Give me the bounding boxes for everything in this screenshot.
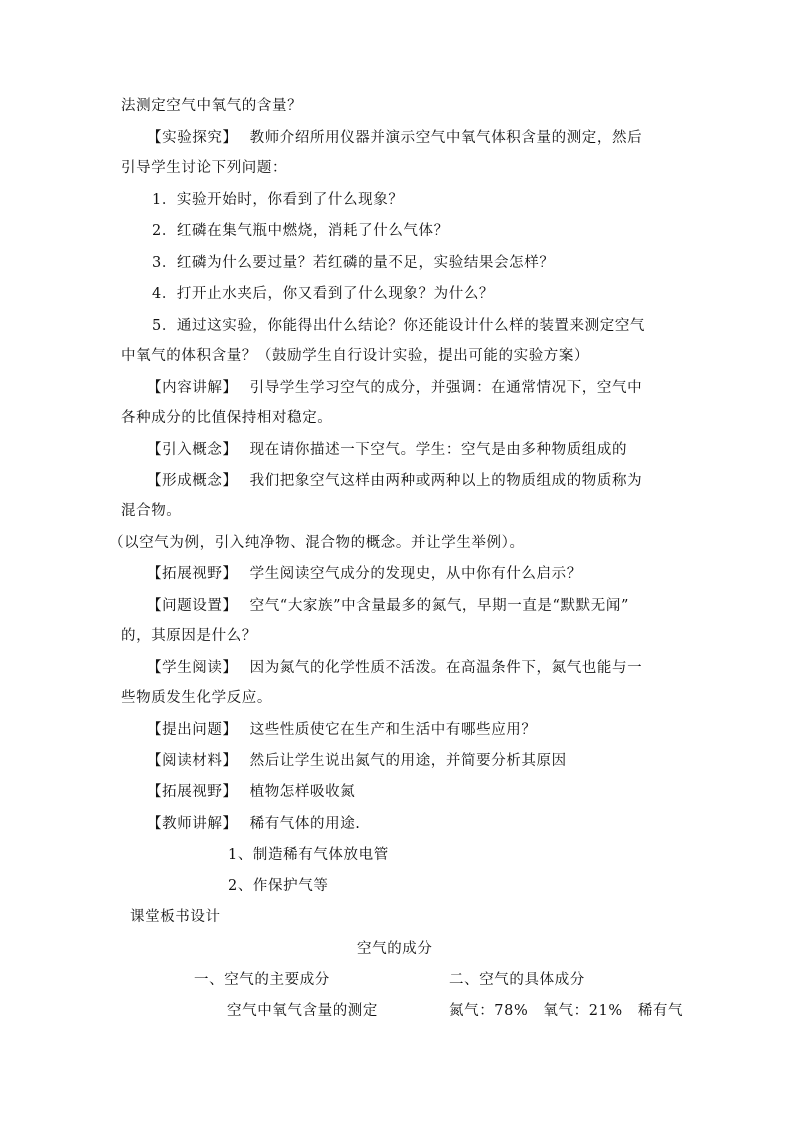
section-text: 植物怎样吸收氮 bbox=[249, 784, 356, 800]
section-text: 然后让学生说出氮气的用途，并简要分析其原因 bbox=[249, 753, 567, 769]
text-line: 的，其原因是什么？ bbox=[121, 628, 257, 644]
text-line bbox=[147, 378, 642, 398]
text-line: 各种成分的比值保持相对稳定。 bbox=[121, 410, 333, 426]
section-tag: 【形成概念】 bbox=[147, 473, 238, 489]
text-line bbox=[147, 782, 355, 802]
section-tag: 【内容讲解】 bbox=[147, 380, 238, 396]
section-heading: 课堂板书设计 bbox=[130, 909, 221, 925]
text-line bbox=[147, 814, 361, 834]
section-text: 教师介绍所用仪器并演示空气中氧气体积含量的测定，然后 bbox=[249, 130, 643, 146]
text-line: 引导学生讨论下列问题： bbox=[121, 160, 288, 176]
text-line bbox=[147, 564, 582, 584]
list-item: 2．红磷在集气瓶中燃烧，消耗了什么气体？ bbox=[152, 223, 449, 239]
text-line: 法测定空气中氧气的含量？ bbox=[121, 98, 303, 114]
text-line: （以空气为例，引入纯净物、混合物的概念。并让学生举例）。 bbox=[109, 535, 525, 551]
text-line: 些物质发生化学反应。 bbox=[121, 690, 272, 706]
board-item: 二、空气的具体成分 bbox=[449, 972, 585, 988]
board-item: 一、空气的主要成分 bbox=[194, 972, 330, 988]
text-line: 混合物。 bbox=[121, 503, 182, 519]
section-tag: 【拓展视野】 bbox=[147, 566, 238, 582]
section-tag: 【引入概念】 bbox=[147, 442, 238, 458]
list-item: 5．通过这实验，你能得出什么结论？你还能设计什么样的装置来测定空气 bbox=[152, 318, 646, 334]
section-text: 这些性质使它在生产和生活中有哪些应用？ bbox=[249, 722, 537, 738]
section-tag: 【提出问题】 bbox=[147, 722, 238, 738]
list-item: 3．红磷为什么要过量？若红磷的量不足，实验结果会怎样？ bbox=[152, 255, 555, 271]
section-tag: 【学生阅读】 bbox=[147, 660, 238, 676]
text-line bbox=[147, 128, 642, 148]
section-tag: 【实验探究】 bbox=[147, 130, 238, 146]
section-text: 因为氮气的化学性质不活泼。在高温条件下，氮气也能与一 bbox=[249, 660, 643, 676]
section-text: 稀有气体的用途. bbox=[249, 816, 361, 832]
section-tag: 【拓展视野】 bbox=[147, 784, 238, 800]
list-item: 1、制造稀有气体放电管 bbox=[228, 847, 389, 863]
section-tag: 【问题设置】 bbox=[147, 598, 238, 614]
text-line bbox=[147, 440, 627, 460]
list-item: 2、作保护气等 bbox=[228, 878, 329, 894]
list-item: 4．打开止水夹后，你又看到了什么现象？为什么？ bbox=[152, 286, 495, 302]
text-line bbox=[147, 471, 642, 491]
section-text: 学生阅读空气成分的发现史，从中你有什么启示？ bbox=[249, 566, 582, 582]
section-text: 现在请你描述一下空气。学生：空气是由多种物质组成的 bbox=[249, 442, 628, 458]
board-item: 氮气：78% 氧气：21% 稀有气 bbox=[449, 1003, 684, 1019]
board-item: 空气中氧气含量的测定 bbox=[227, 1003, 378, 1019]
list-item: 1．实验开始时，你看到了什么现象？ bbox=[152, 192, 404, 208]
section-text: 空气“大家族”中含量最多的氮气，早期一直是“默默无闻” bbox=[249, 598, 629, 614]
board-title: 空气的成分 bbox=[357, 941, 433, 957]
text-line: 中氧气的体积含量？（鼓励学生自行设计实验，提出可能的实验方案） bbox=[121, 348, 590, 364]
section-text: 我们把象空气这样由两种或两种以上的物质组成的物质称为 bbox=[249, 473, 643, 489]
text-line bbox=[147, 751, 567, 771]
text-line bbox=[147, 658, 642, 678]
section-tag: 【阅读材料】 bbox=[147, 753, 238, 769]
section-text: 引导学生学习空气的成分，并强调：在通常情况下，空气中 bbox=[249, 380, 643, 396]
text-line bbox=[147, 720, 537, 740]
section-tag: 【教师讲解】 bbox=[147, 816, 238, 832]
text-line bbox=[147, 596, 629, 616]
